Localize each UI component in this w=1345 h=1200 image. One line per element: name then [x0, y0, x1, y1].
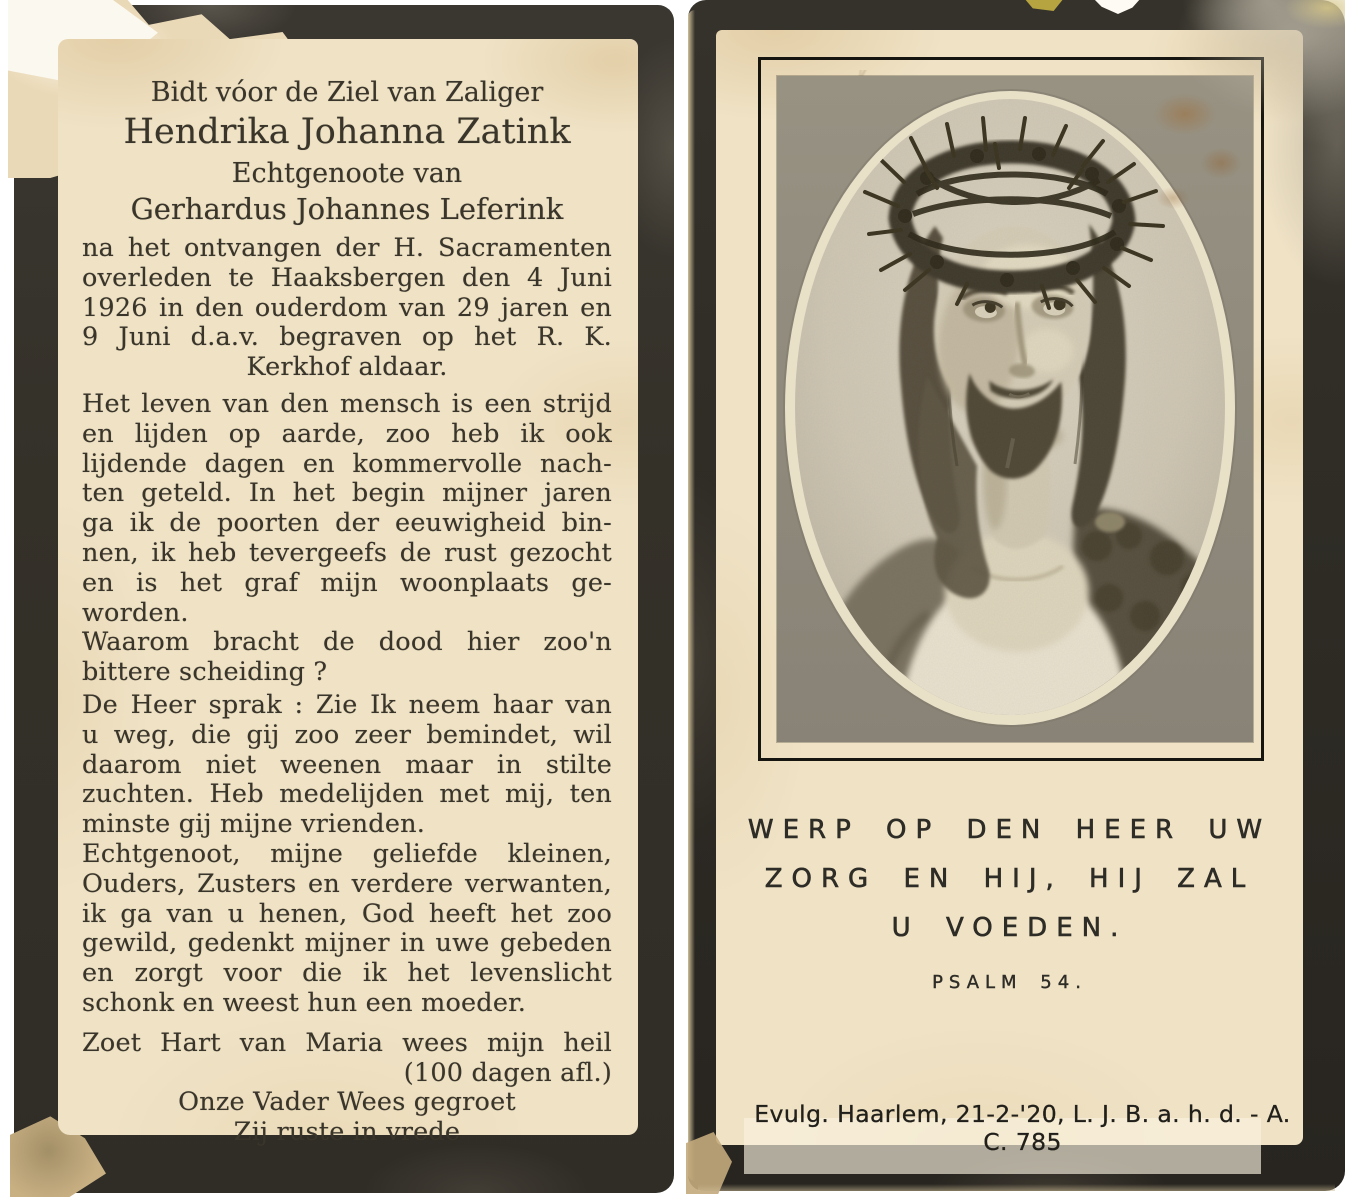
- memorial-text: [82, 77, 612, 1148]
- text-line: gewild, gedenkt mijner in uwe gebeden: [82, 928, 612, 959]
- text-line: Gerhardus Johannes Leferink: [130, 192, 564, 226]
- text-line: 9 Juni d.a.v. begraven op het R. K.: [82, 322, 612, 353]
- text-line: u weg, die gij zoo zeer bemindet, wil: [82, 719, 612, 750]
- psalm-reference: PSALM 54.: [932, 972, 1087, 993]
- edge-tear-white: [1093, 0, 1141, 14]
- text-line: Het leven van den mensch is een strijd: [82, 388, 612, 419]
- text-line: ten geteld. In het begin mijner jaren: [82, 478, 612, 509]
- text-line: daarom niet weenen maar in stilte: [82, 749, 612, 780]
- text-line: WERP OP DEN HEER UW: [747, 815, 1272, 845]
- text-line: schonk en weest hun een moeder.: [82, 987, 527, 1018]
- text-line: De Heer sprak : Zie Ik neem haar van: [82, 689, 612, 720]
- text-line: ik ga van u henen, God heeft het zoo: [82, 898, 612, 929]
- text-line: Kerkhof aldaar.: [246, 352, 448, 383]
- text-line: 1926 in den ouderdom van 29 jaren en: [82, 292, 612, 323]
- text-line: overleden te Haaksbergen den 4 Juni: [82, 262, 612, 293]
- text-line: ZORG EN HIJ, HIJ ZAL: [764, 864, 1255, 894]
- psalm-verse: [722, 806, 1297, 953]
- text-line: en is het graf mijn woonplaats ge-: [82, 567, 612, 598]
- text-line: Echtgenoot, mijne geliefde kleinen,: [82, 838, 612, 869]
- text-line: Zij ruste in vrede: [233, 1117, 461, 1148]
- portrait-jesus-crown-of-thorns: [777, 76, 1253, 742]
- text-line: zuchten. Heb medelijden met mij, ten: [82, 779, 612, 810]
- text-line: Waarom bracht de dood hier zoo'n: [82, 627, 612, 658]
- text-line: lijdende dagen en kommervolle nach-: [82, 448, 612, 479]
- text-line: Bidt vóor de Ziel van Zaliger: [150, 77, 544, 108]
- text-line: ga ik de poorten der eeuwigheid bin-: [82, 508, 612, 539]
- text-line: minste gij mijne vrienden.: [82, 809, 426, 840]
- paper-panel-front: [58, 39, 638, 1148]
- text-line: U VOEDEN.: [891, 913, 1128, 943]
- text-line: bittere scheiding ?: [82, 657, 328, 688]
- text-line: nen, ik heb tevergeefs de rust gezocht: [82, 537, 612, 568]
- text-line: Hendrika Johanna Zatink: [123, 112, 571, 152]
- text-line: en zorgt voor die ik het levenslicht: [82, 958, 612, 989]
- text-line: na het ontvangen der H. Sacramenten: [82, 233, 612, 263]
- card-front: [14, 5, 674, 1193]
- text-line: worden.: [82, 597, 189, 628]
- edge-nick: [1024, 0, 1064, 11]
- card-back: [688, 0, 1345, 1191]
- text-line: (100 dagen afl.): [403, 1057, 612, 1088]
- printer-imprint: Evulg. Haarlem, 21-2-'20, L. J. B. a. h. d. - A. C. 785: [754, 1100, 1291, 1156]
- text-line: Ouders, Zusters en verdere verwanten,: [82, 868, 612, 899]
- text-line: Echtgenoote van: [231, 158, 463, 189]
- text-line: en lijden op aarde, zoo heb ik ook: [82, 418, 612, 449]
- text-line: Onze Vader Wees gegroet: [178, 1087, 516, 1118]
- text-line: Zoet Hart van Maria wees mijn heil: [82, 1027, 612, 1058]
